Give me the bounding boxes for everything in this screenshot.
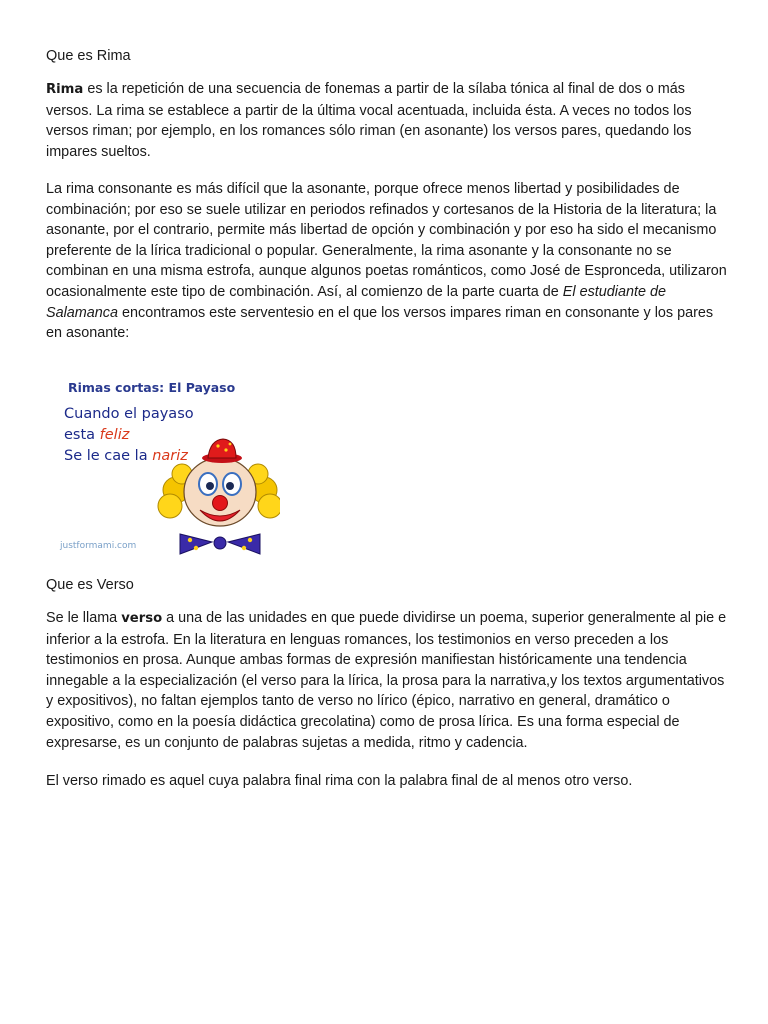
paragraph-verso-text-a: Se le llama <box>46 610 122 626</box>
poem-line-3-b: nariz <box>152 448 188 464</box>
poem-line-2-a: esta <box>64 427 100 443</box>
paragraph-rima-definition-text: es la repetición de una secuencia de fonemas a partir de la sílaba tónica al final de dos o más versos. La rima se establece a partir de la última vocal acentuada, incluida ésta. A veces no todos los versos riman; por ejemplo, en los romances sólo riman (en asonante) los versos pares, quedando los impares sueltos. <box>46 81 692 160</box>
clown-face-illustration <box>50 366 280 556</box>
paragraph-rima-definition <box>46 79 732 162</box>
heading-que-es-verso: Que es Verso <box>46 577 134 593</box>
clown-nose <box>213 496 228 511</box>
clown-hat <box>202 439 242 463</box>
paragraph-verso-definition <box>46 608 732 753</box>
paragraph-rima-consonante-text-b: encontramos este serventesio en el que los versos impares riman en consonante y los pares en asonante: <box>46 304 714 342</box>
clown-bow-tie <box>180 534 260 554</box>
image-title: Rimas cortas: El Payaso <box>68 380 236 395</box>
poem-line-2-b: feliz <box>99 427 130 443</box>
poem-line-1: Cuando el payaso <box>64 406 194 422</box>
paragraph-verso-text-b: a una de las unidades en que puede dividirse un poema, superior generalmente al pie e inferior a la estrofa. En la literatura en lenguas romances, los testimonios en verso preceden a los testimonios en prosa. Aunque ambas formas de expresión manifiestan históricamente una tendencia innegable a la especialización (el verso para la lírica, la prosa para la narrativa,y los textos argumentativos y expositivos), no faltan ejemplos tanto de verso no lírico (épico, narrativo en general, dramático o expositivo, como en la poesía didáctica grecolatina) como de prosa lírica. Es una forma especial de expresarse, es un conjunto de palabras sujetas a medida, ritmo y cadencia. <box>46 610 727 751</box>
work-title-estudiante-salamanca: El estudiante de Salamanca <box>46 283 666 321</box>
poem-line-3-a: Se le cae la <box>64 448 153 464</box>
term-verso: verso <box>121 611 163 626</box>
paragraph-verso-rimado: El verso rimado es aquel cuya palabra final rima con la palabra final de al menos otro verso. <box>46 773 633 789</box>
term-rima: Rima <box>46 82 84 97</box>
paragraph-rima-consonante-text-a: La rima consonante es más difícil que la asonante, porque ofrece menos libertad y posibilidades de combinación; por eso se suele utilizar en periodos refinados y cortesanos de la Historia de la literatura; la asonante, por el contrario, permite más libertad de opción y combinación y por eso ha sido el mecanismo preferente de la lírica tradicional o popular. Generalmente, la rima asonante y la consonante no se combinan en una misma estrofa, aunque algunos poetas románticos, como José de Espronceda, utilizaron ocasionalmente este tipo de combinación. Así, al comienzo de la parte cuarta de <box>46 181 727 300</box>
heading-que-es-rima: Que es Rima <box>46 48 131 64</box>
paragraph-rima-consonante <box>46 179 732 344</box>
clown-poem-image <box>50 366 280 556</box>
image-credit: justformami.com <box>60 541 137 551</box>
